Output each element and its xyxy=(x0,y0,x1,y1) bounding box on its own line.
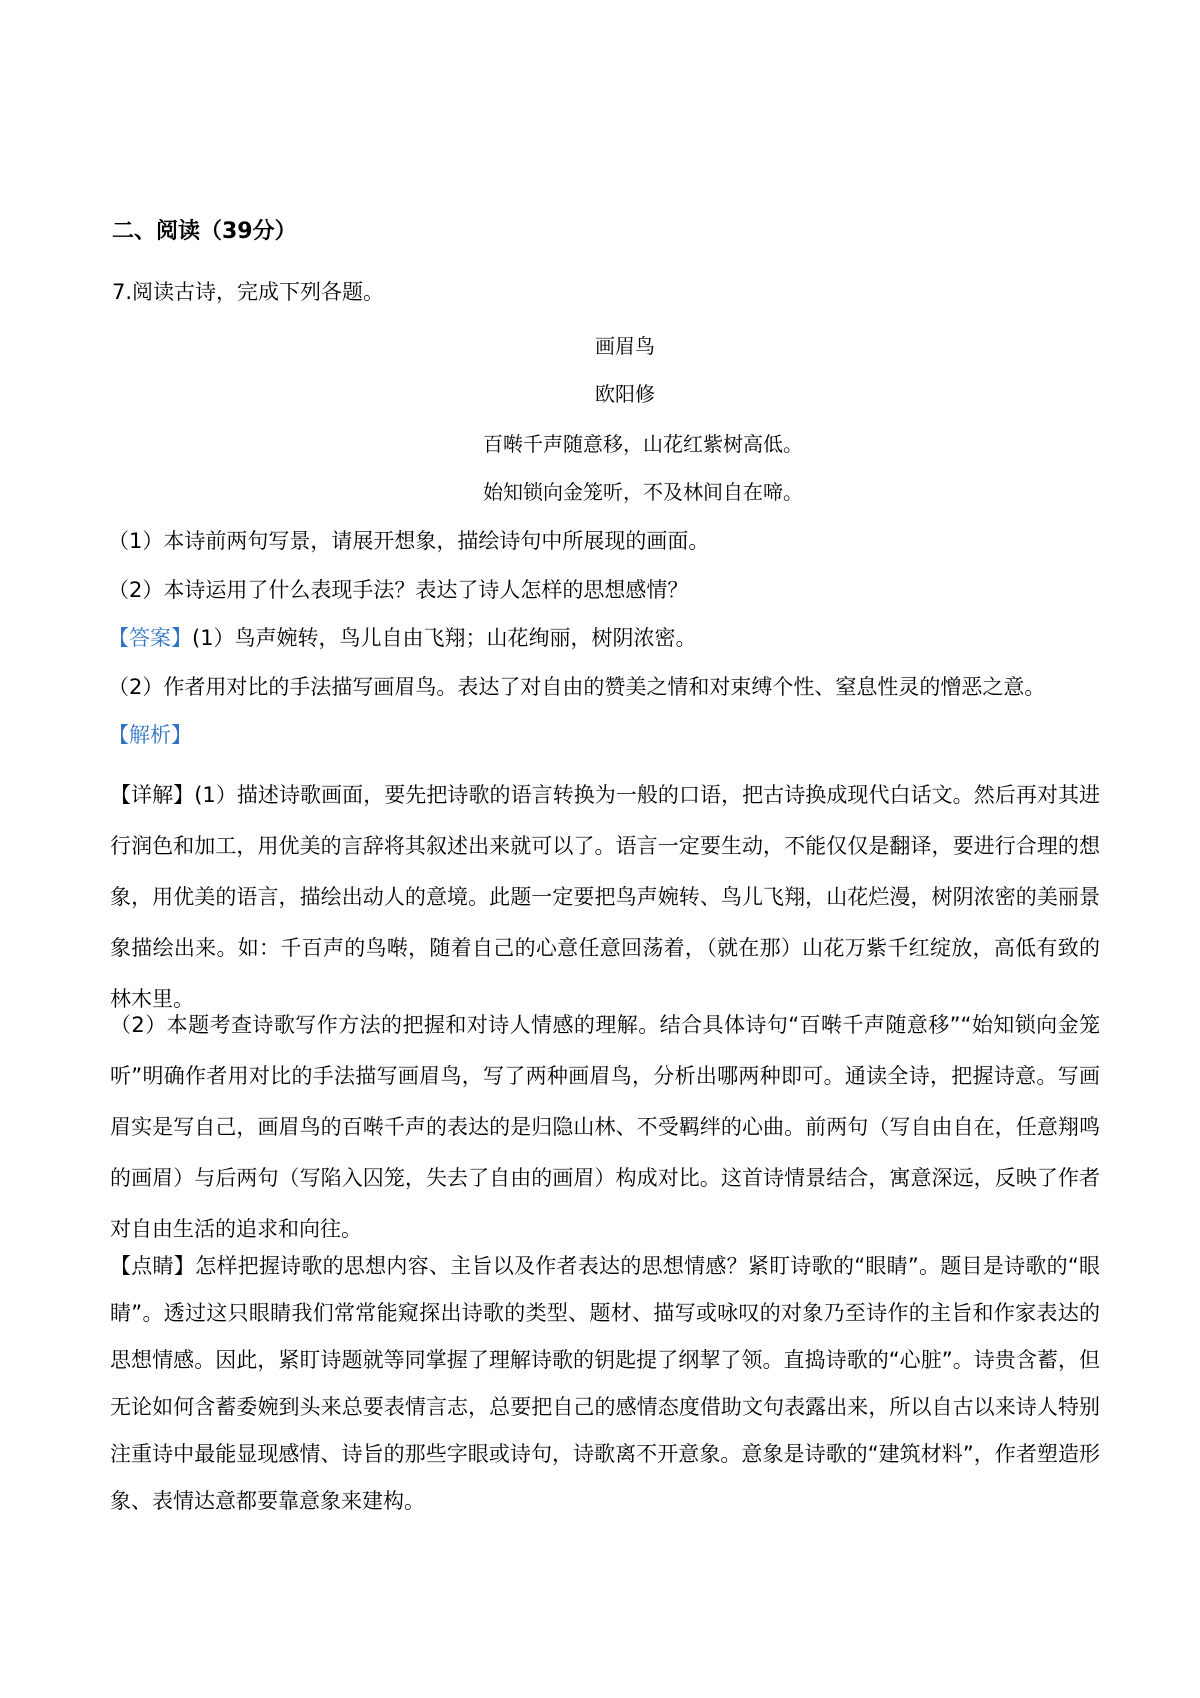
answer-part-2: （2）作者用对比的手法描写画眉鸟。表达了对自由的赞美之情和对束缚个性、窒息性灵的憎恶之意。 xyxy=(108,675,1046,699)
poem-line: 百啭千声随意移，山花红紫树高低。 xyxy=(483,432,803,456)
tip-paragraph xyxy=(110,1243,1100,1525)
poem-title: 画眉鸟 xyxy=(595,334,655,358)
section-title: 二、阅读（39分） xyxy=(112,219,297,244)
answer-line-1 xyxy=(108,624,1098,652)
answer-part-1: (1）鸟声婉转，鸟儿自由飞翔；山花绚丽，树阴浓密。 xyxy=(192,626,697,650)
tip-label: 【点睛】 xyxy=(110,1254,196,1278)
answer-label: 【答案】 xyxy=(108,626,192,650)
poem-line: 始知锁向金笼听，不及林间自在啼。 xyxy=(483,480,803,504)
tip-text: 怎样把握诗歌的思想内容、主旨以及作者表达的思想情感？紧盯诗歌的“眼睛”。题目是诗歌的“眼睛”。透过这只眼睛我们常常能窥探出诗歌的类型、题材、描写或咏叹的对象乃至诗作的主旨和作家表达的思想情感。因此，紧盯诗题就等同掌握了理解诗歌的钥匙提了纲挈了领。直捣诗歌的“心脏”。诗贵含蓄，但无论如何含蓄委婉到头来总要表情言志，总要把自己的感情态度借助文句表露出来，所以自古以来诗人特别注重诗中最能显现感情、诗旨的那些字眼或诗句，诗歌离不开意象。意象是诗歌的“建筑材料”，作者塑造形象、表情达意都要靠意象来建构。 xyxy=(110,1254,1101,1513)
sub-question-2: （2）本诗运用了什么表现手法？表达了诗人怎样的思想感情？ xyxy=(108,578,689,602)
analysis-label: 【解析】 xyxy=(108,723,192,747)
detail-label: 【详解】 xyxy=(110,783,195,807)
detail-paragraph-2: （2）本题考查诗歌写作方法的把握和对诗人情感的理解。结合具体诗句“百啭千声随意移”“始知锁向金笼听”明确作者用对比的手法描写画眉鸟，写了两种画眉鸟，分析出哪两种即可。通读全诗，把握诗意。写画眉实是写自己，画眉鸟的百啭千声的表达的是归隐山林、不受羁绊的心曲。前两句（写自由自在，任意翔鸣的画眉）与后两句（写陷入囚笼，失去了自由的画眉）构成对比。这首诗情景结合，寓意深远，反映了作者对自由生活的追求和向往。 xyxy=(110,1013,1100,1241)
detail-text-1: (1）描述诗歌画面，要先把诗歌的语言转换为一般的口语，把古诗换成现代白话文。然后再对其进行润色和加工，用优美的言辞将其叙述出来就可以了。语言一定要生动，不能仅仅是翻译，要进行合理的想象，用优美的语言，描绘出动人的意境。此题一定要把鸟声婉转、鸟儿飞翔，山花烂漫，树阴浓密的美丽景象描绘出来。如：千百声的鸟啭，随着自己的心意任意回荡着，（就在那）山花万紫千红绽放，高低有致的林木里。 xyxy=(110,783,1100,1011)
sub-question-1: （1）本诗前两句写景，请展开想象，描绘诗句中所展现的画面。 xyxy=(108,529,710,553)
question-stem: 7.阅读古诗，完成下列各题。 xyxy=(112,280,385,304)
detail-paragraph-1 xyxy=(110,770,1100,1025)
poem-author: 欧阳修 xyxy=(595,382,655,406)
